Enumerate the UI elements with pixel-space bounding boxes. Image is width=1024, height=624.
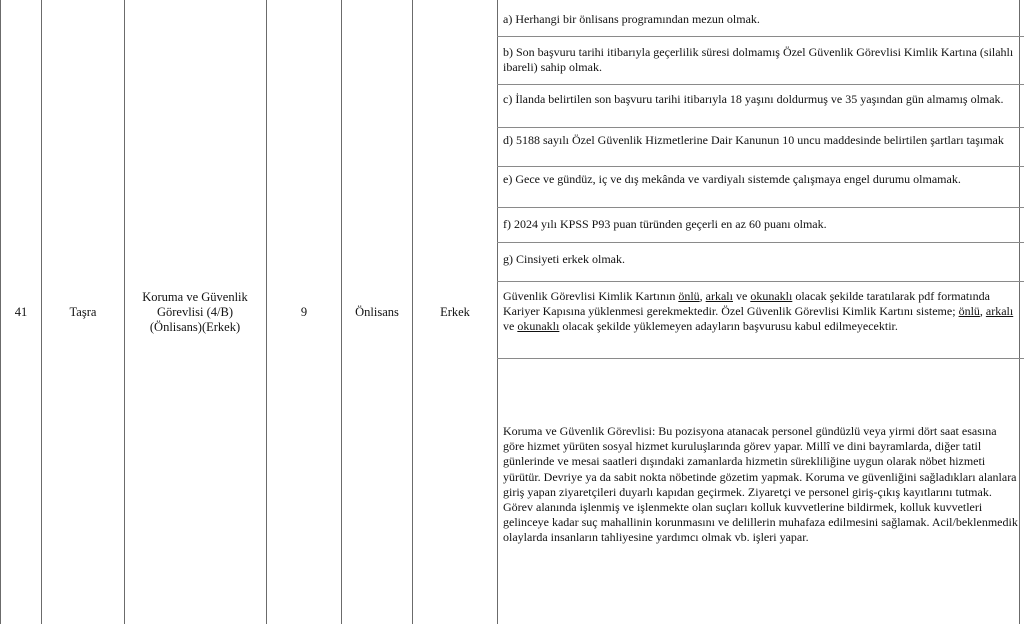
note-text: ve [503,319,518,333]
job-description: Koruma ve Güvenlik Görevlisi: Bu pozisyona atanacak personel gündüzlü veya yirmi dört saat esasına göre hizmet yürüten sosyal hizmet kuruluşlarında görev yapar. Millî ve dini bayramlarda, diğer tatil günlerinde ve mesai saatleri dışındaki zamanlarda hizmetin sürekliliğine uygun olarak nöbet hizmeti yürütür. Devriye ya da sabit nokta nöbetinde gözetim yapmak. Koruma ve güvenliğini sağladıkları alanlara giriş yapan ziyaretçileri duyarlı kapıdan geçirmek. Ziyaretçi ve personel giriş-çıkış kayıtlarını tutmak. Görev alanında işlenmiş ve işlenmekte olan suçları kolluk kuvvetlerine bildirmek, kolluk kuvvetleri gelinceye kadar suç mahallinin korunmasını ve delillerin muhafaza edilmesini sağlamak. Acil/beklenmedik olaylarda insanların tahliyesine yardımcı olmak vb. işleri yapar. [503,424,1018,545]
requirement-a: a) Herhangi bir önlisans programından mezun olmak. [503,12,760,26]
requirement-c: c) İlanda belirtilen son başvuru tarihi itibarıyla 18 yaşını doldurmuş ve 35 yaşından gün almamış olmak. [503,92,1004,106]
note-text: ve [732,289,751,303]
note-text: , [699,289,706,303]
note-text: , [979,304,986,318]
note-underlined: okunaklı [517,319,560,333]
note-underlined: arkalı [705,289,733,303]
row-border [497,84,1024,85]
cell-cinsiyet: Erkek [440,304,470,319]
note-text: olacak şekilde taratılarak pdf formatında Kariyer Kapısına yüklenmesi gerekmektedir. Özel Güvenlik Görevlisi Kimlik Kartını sisteme; [503,289,990,318]
note-text: olacak şekilde yüklemeyen adayların başvurusu kabul edilmeyecektir. [559,319,898,333]
row-border [497,166,1024,167]
note-text: Güvenlik Görevlisi Kimlik Kartının [503,289,679,303]
cell-ogrenim: Önlisans [355,304,399,319]
cell-adet: 9 [300,304,308,319]
row-border [497,127,1024,128]
row-border [497,242,1024,243]
requirement-e: e) Gece ve gündüz, iç ve dış mekânda ve vardiyalı sistemde çalışmaya engel durumu olmamak. [503,172,961,186]
cell-sira-no: 41 [14,304,28,319]
row-border [497,358,1024,359]
note-underlined: okunaklı [750,289,793,303]
cell-kadro-yeri: Taşra [69,304,97,319]
note-underlined: arkalı [985,304,1014,318]
column-border [1019,0,1020,624]
row-border [497,207,1024,208]
requirement-b: b) Son başvuru tarihi itibarıyla geçerlilik süresi dolmamış Özel Güvenlik Görevlisi Kimlik Kartına (silahlı ibareli) sahip olmak. [503,45,1014,74]
note-underlined: önlü [678,289,700,303]
id-card-note [503,289,1018,334]
requirement-d: d) 5188 sayılı Özel Güvenlik Hizmetlerine Dair Kanunun 10 uncu maddesinde belirtilen şartları taşımak [503,133,1004,147]
row-border [497,281,1024,282]
row-border [497,36,1024,37]
column-border [497,0,498,624]
requirement-g: g) Cinsiyeti erkek olmak. [503,252,625,266]
requirement-f: f) 2024 yılı KPSS P93 puan türünden geçerli en az 60 puanı olmak. [503,217,827,231]
cell-unvan: Koruma ve Güvenlik Görevlisi (4/B) (Önlisans)(Erkek) [142,289,248,334]
note-underlined: önlü [958,304,980,318]
column-border [124,0,125,624]
